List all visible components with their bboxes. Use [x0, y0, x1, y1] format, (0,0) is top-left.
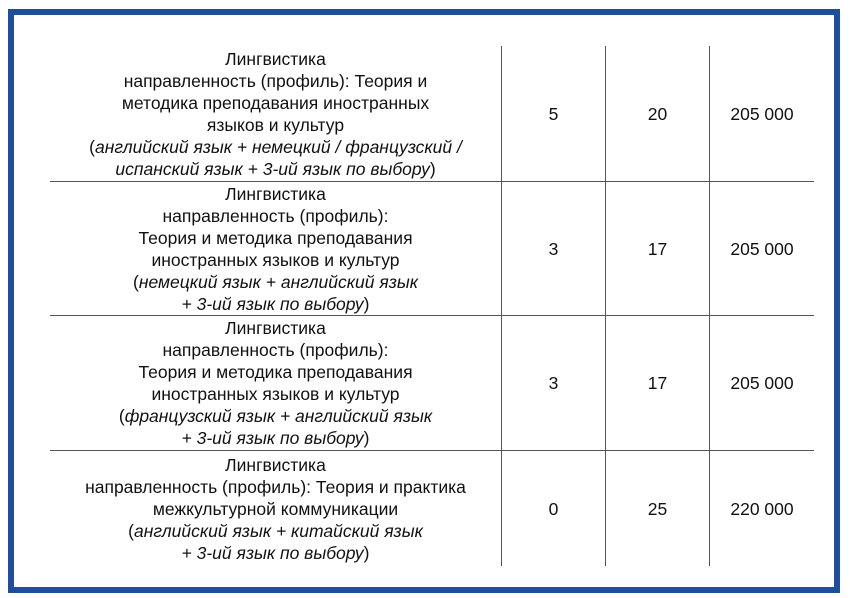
program-name-cell [50, 182, 501, 315]
price-cell: 205 000 [709, 316, 814, 450]
price-cell: 205 000 [709, 46, 814, 181]
text-fragment: английский язык + китайский язык [133, 520, 423, 541]
program-name-line [153, 498, 398, 520]
program-name-line [182, 427, 370, 449]
text-fragment: направленность (профиль): [162, 205, 389, 226]
value-cell-2: 17 [605, 316, 709, 450]
text-fragment: французский язык + английский язык [124, 406, 433, 426]
text-fragment: Лингвистика [225, 48, 326, 69]
value-cell-2: 17 [605, 182, 709, 315]
text-fragment: направленность (профиль): [162, 340, 389, 360]
program-name-line [225, 183, 326, 205]
program-name-line [182, 542, 370, 564]
text-fragment: ( [128, 520, 134, 541]
text-fragment: Теория и методика преподавания [138, 227, 413, 248]
text-fragment: направленность (профиль): Теория и практика [85, 476, 466, 497]
text-fragment: английский язык + немецкий / французский / [94, 136, 462, 157]
program-name-line [122, 92, 429, 114]
program-name-line [151, 249, 399, 271]
text-fragment: ) [363, 428, 370, 448]
program-name-line [89, 136, 462, 158]
program-name-line [124, 70, 428, 92]
table-row [50, 316, 814, 451]
price-cell: 220 000 [709, 451, 814, 566]
program-name-cell [50, 451, 501, 566]
program-name-cell [50, 46, 501, 181]
text-fragment: Лингвистика [225, 183, 326, 204]
table-row [50, 46, 814, 182]
value-cell-1: 0 [501, 451, 605, 566]
text-fragment: межкультурной коммуникации [152, 498, 399, 519]
program-name-cell [50, 316, 501, 450]
value-cell-1: 3 [501, 182, 605, 315]
program-name-line [225, 454, 326, 476]
text-fragment: Лингвистика [225, 318, 326, 338]
table-row [50, 451, 814, 566]
text-fragment: ( [89, 136, 95, 157]
text-fragment: ( [118, 406, 125, 426]
value-cell-1: 5 [501, 46, 605, 181]
text-fragment: испанский язык + 3-ий язык по выбору [115, 158, 430, 179]
program-name-line [207, 114, 344, 136]
program-name-line [119, 405, 432, 427]
price-cell: 205 000 [709, 182, 814, 315]
text-fragment: иностранных языков и культур [151, 249, 400, 270]
text-fragment: языков и культур [206, 114, 345, 135]
program-name-line [163, 205, 389, 227]
program-name-line [85, 476, 466, 498]
text-fragment: ) [363, 293, 370, 314]
text-fragment: направленность (профиль): Теория и [123, 70, 428, 91]
text-fragment: ( [133, 271, 139, 292]
page-frame [8, 9, 840, 593]
text-fragment: ) [363, 542, 370, 563]
text-fragment: + 3-ий язык по выбору [181, 428, 364, 448]
program-table [50, 46, 814, 566]
text-fragment: иностранных языков и культур [151, 384, 400, 404]
program-name-line [163, 339, 389, 361]
program-name-line [138, 227, 412, 249]
text-fragment: Лингвистика [225, 454, 326, 475]
program-name-line [151, 383, 399, 405]
program-name-line [225, 48, 326, 70]
value-cell-1: 3 [501, 316, 605, 450]
text-fragment: + 3-ий язык по выбору [181, 293, 364, 314]
program-name-line [133, 271, 418, 293]
text-fragment: методика преподавания иностранных [121, 92, 430, 113]
program-name-line [115, 158, 435, 180]
text-fragment: немецкий язык + английский язык [138, 271, 418, 292]
text-fragment: ) [429, 158, 436, 179]
program-name-line [182, 293, 370, 315]
program-name-line [128, 520, 423, 542]
table-row [50, 182, 814, 316]
program-name-line [225, 317, 326, 339]
value-cell-2: 20 [605, 46, 709, 181]
program-name-line [138, 361, 412, 383]
value-cell-2: 25 [605, 451, 709, 566]
text-fragment: + 3-ий язык по выбору [181, 542, 364, 563]
text-fragment: Теория и методика преподавания [138, 362, 413, 382]
